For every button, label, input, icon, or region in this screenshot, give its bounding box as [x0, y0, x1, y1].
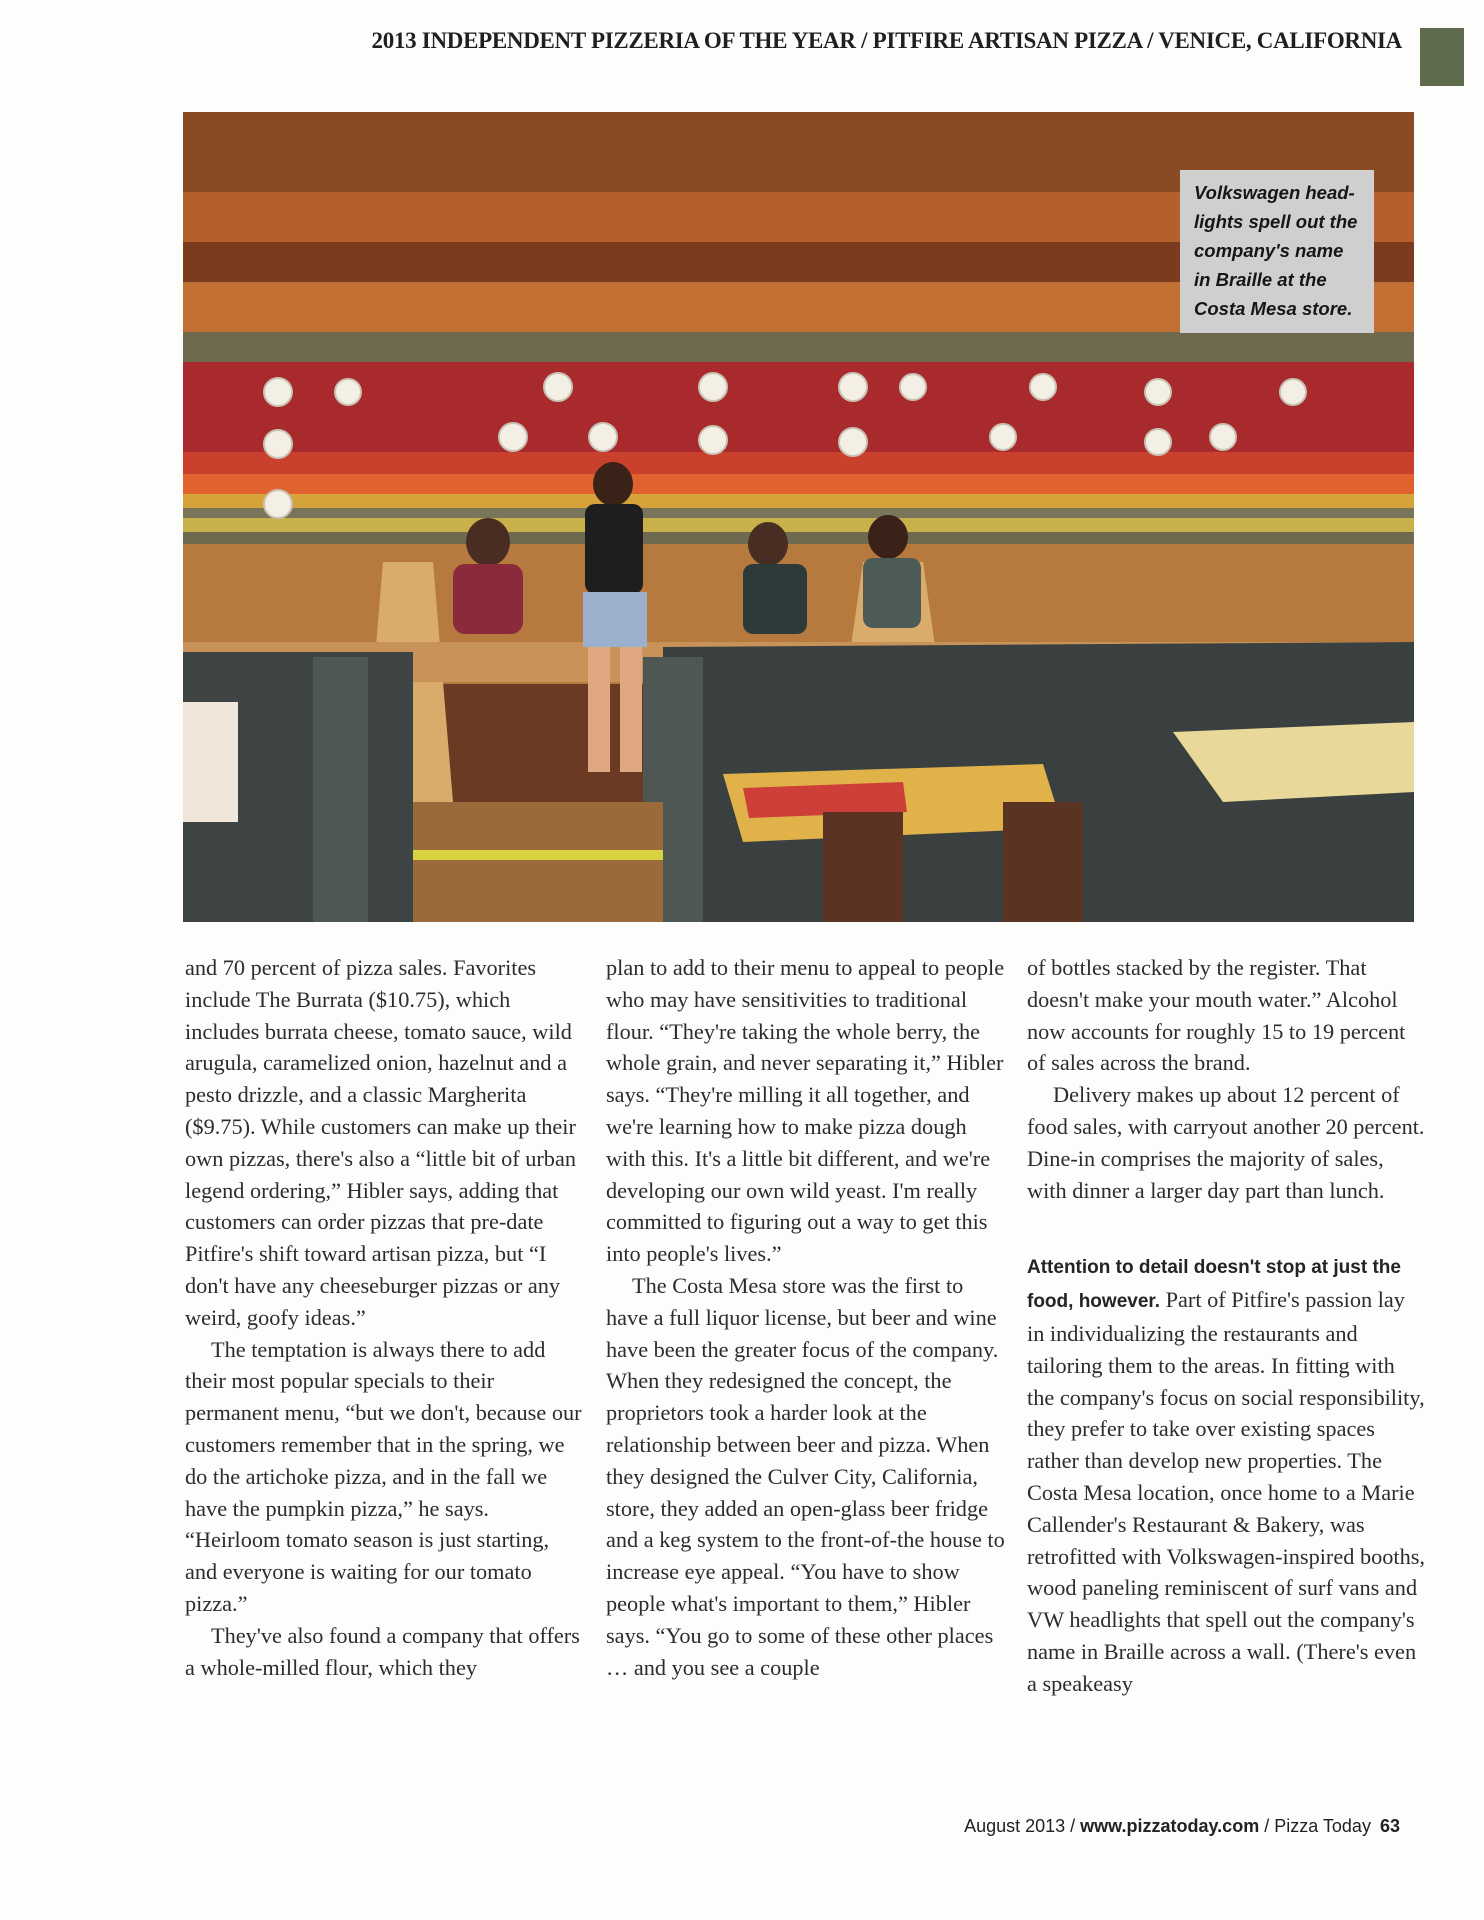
page-number: 63 [1379, 1816, 1400, 1836]
footer-website-link[interactable]: www.pizzatoday.com [1080, 1816, 1260, 1836]
footer-magazine: / Pizza Today [1264, 1816, 1371, 1836]
paragraph: and 70 percent of pizza sales. Favorites include The Burrata ($10.75), which includes burrata cheese, tomato sauce, wild arugula, caramelized onion, hazelnut and a pesto drizzle, and a classic Margherita ($9.75). While customers can make up their own pizzas, there's also a “little bit of urban legend ordering,” Hibler says, adding that customers can order pizzas that pre-date Pitfire's shift toward artisan pizza, but “I don't have any cheeseburger pizzas or any weird, goofy ideas.” [185, 955, 576, 1330]
section-break [1027, 1206, 1427, 1250]
page-footer [964, 1816, 1400, 1837]
paragraph: The Costa Mesa store was the first to have a full liquor license, but beer and wine have been the greater focus of the company. When they redesigned the concept, the proprietors took a harder look at the relationship between beer and pizza. When they designed the Culver City, California, store, they added an open-glass beer fridge and a keg system to the front-of-the house to increase eye appeal. “You have to show people what's important to them,” Hibler says. “You go to some of these other places … and you see a couple [606, 1272, 1005, 1680]
section-tab-marker [1420, 28, 1464, 86]
paragraph: They've also found a company that offers a whole-milled flour, which they [185, 1622, 580, 1680]
footer-date: August 2013 / [964, 1816, 1076, 1836]
article-column-3 [1027, 952, 1427, 1700]
section-lead-in: Attention to detail doesn't stop at just the food, however. [1027, 1257, 1401, 1313]
paragraph: The temptation is always there to add their most popular specials to their permanent menu, “but we don't, because our customers remember that in the spring, we do the artichoke pizza, and in the fall we have the pumpkin pizza,” he says. “Heirloom tomato season is just starting, and everyone is waiting for our tomato pizza.” [185, 1336, 582, 1616]
article-column-1 [185, 952, 585, 1683]
photo-caption: Volkswagen head-lights spell out the company's name in Braille at the Costa Mesa store. [1180, 170, 1374, 333]
article-column-2 [606, 952, 1006, 1683]
paragraph: plan to add to their menu to appeal to people who may have sensitivities to traditional flour. “They're taking the whole berry, the whole grain, and never separating it,” Hibler says. “They're milling it all together, and we're learning how to make pizza dough with this. It's a little bit different, and we're developing our own wild yeast. I'm really committed to figuring out a way to get this into people's lives.” [606, 955, 1005, 1267]
section-lead-paragraph [1027, 1250, 1427, 1699]
restaurant-photo [183, 112, 1414, 922]
paragraph-text: Part of Pitfire's passion lay in individualizing the restaurants and tailoring them to the areas. In fitting with the company's focus on social responsibility, they prefer to take over existing spaces rather than develop new properties. The Costa Mesa location, once home to a Marie Callender's Restaurant & Bakery, was retrofitted with Volkswagen-inspired booths, wood paneling reminiscent of surf vans and VW headlights that spell out the company's name in Braille across a wall. (There's even a speakeasy [1027, 1287, 1425, 1696]
paragraph: of bottles stacked by the register. That doesn't make your mouth water.” Alcohol now accounts for roughly 15 to 19 percent of sales across the brand. [1027, 955, 1406, 1076]
paragraph: Delivery makes up about 12 percent of food sales, with carryout another 20 percent. Dine-in comprises the majority of sales, with dinner a larger day part than lunch. [1027, 1082, 1425, 1203]
running-header: 2013 INDEPENDENT PIZZERIA OF THE YEAR / PITFIRE ARTISAN PIZZA / VENICE, CALIFORNIA [371, 28, 1402, 53]
